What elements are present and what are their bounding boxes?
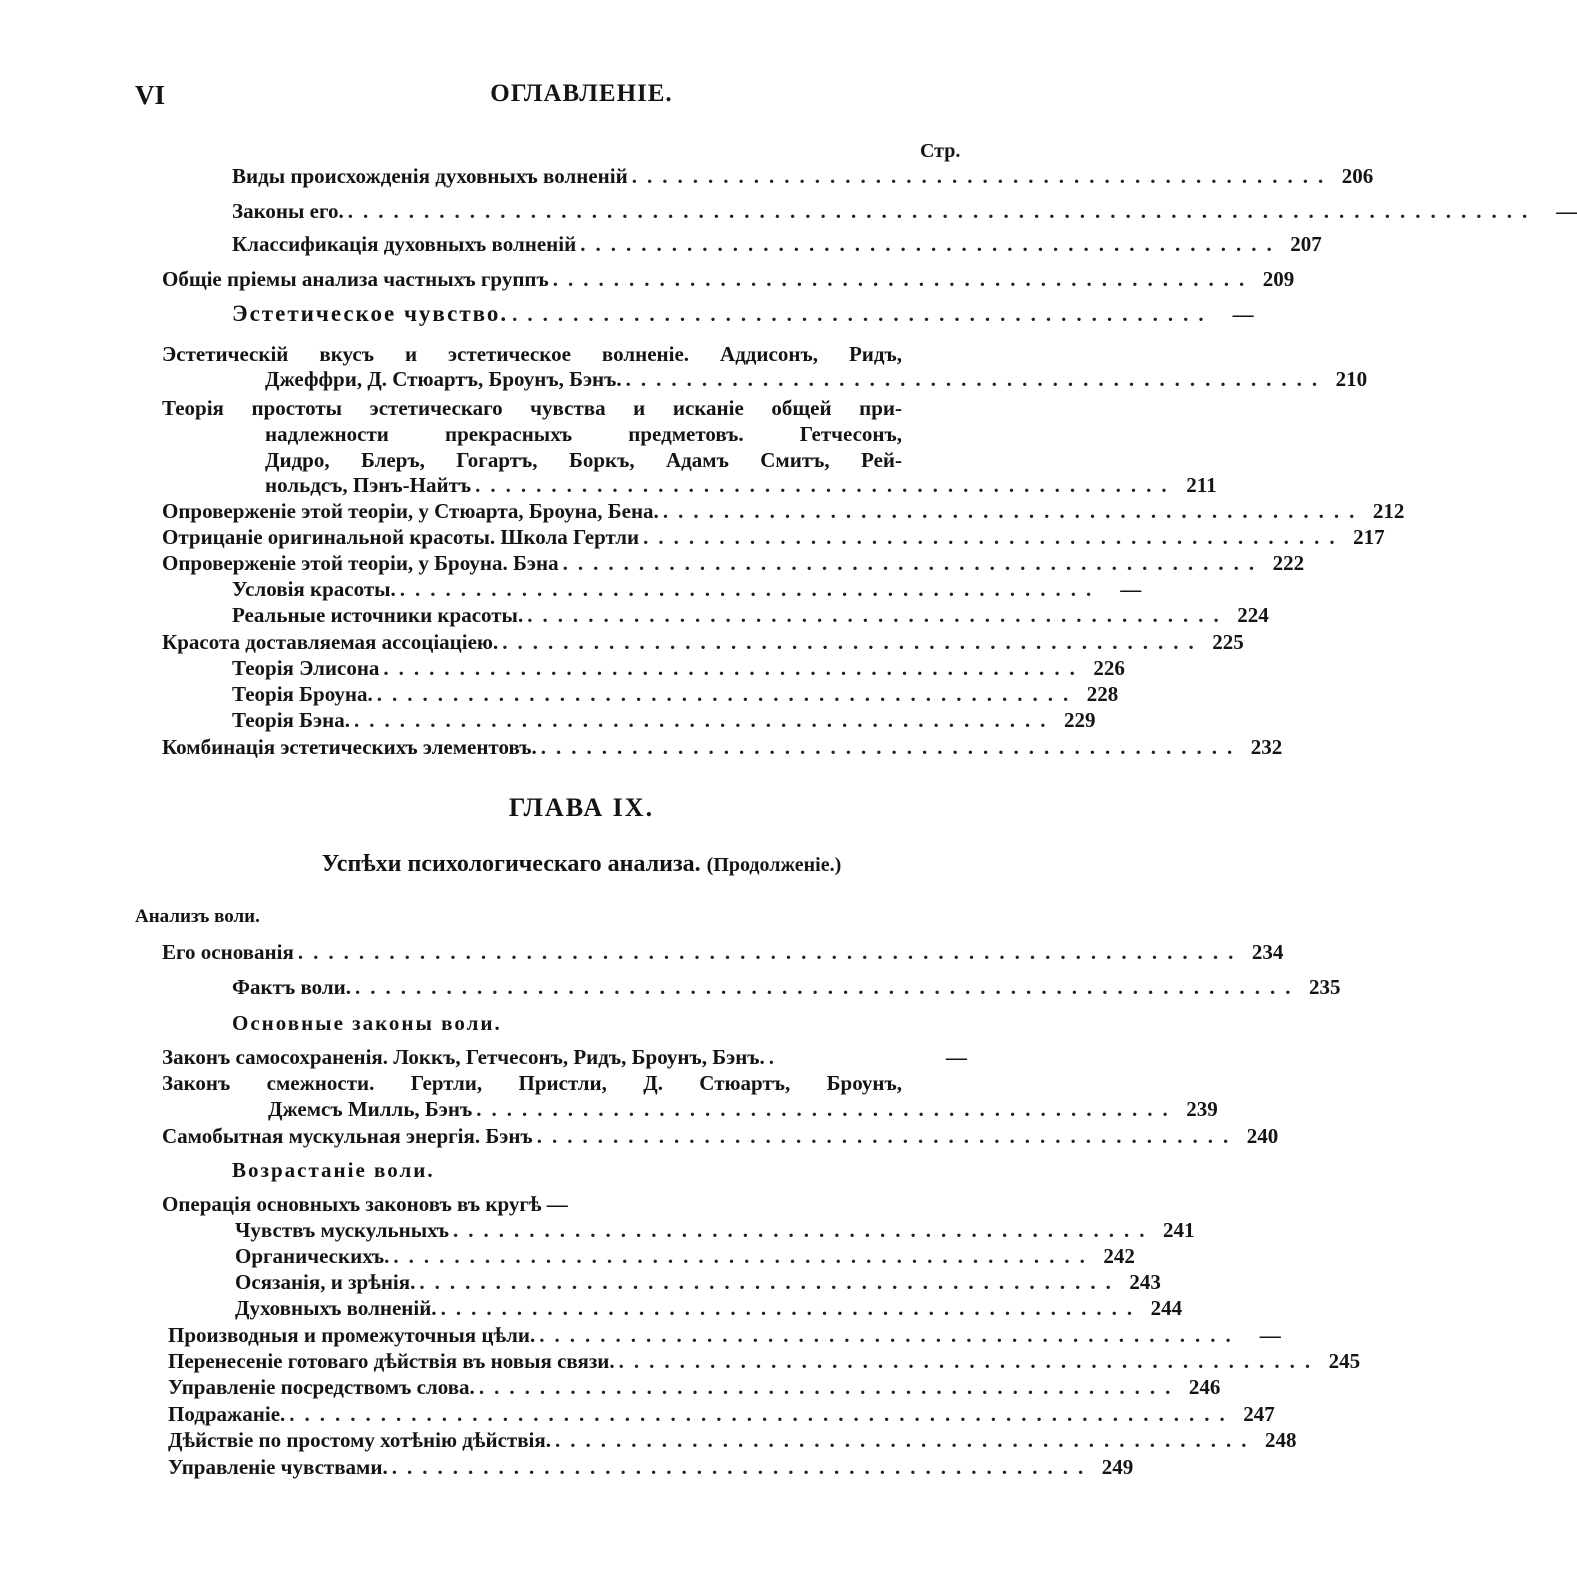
page-number: VI bbox=[135, 80, 166, 110]
toc-entry-page: 225 bbox=[1212, 630, 1244, 654]
toc-entry-page: 242 bbox=[1103, 1244, 1135, 1268]
toc-entry-page: 210 bbox=[1335, 367, 1368, 391]
toc-entry-page: 245 bbox=[1328, 1349, 1361, 1373]
leader-dots: .............................................. bbox=[383, 656, 1085, 680]
leader-dots: .............................................. bbox=[419, 1270, 1121, 1294]
toc-entry-page: 232 bbox=[1250, 735, 1283, 759]
toc-entry-page: 243 bbox=[1129, 1270, 1161, 1294]
toc-entry-text: Условія красоты. bbox=[232, 577, 396, 601]
section-heading: Анализъ воли. bbox=[135, 906, 260, 927]
toc-entry-text: Виды происхожденія духовныхъ волненій bbox=[232, 164, 628, 188]
toc-entry bbox=[268, 1096, 1218, 1122]
toc-entry-text: Комбинація эстетическихъ элементовъ. bbox=[162, 735, 537, 759]
chapter-heading: ГЛАВА IX. bbox=[508, 793, 655, 822]
toc-entry-text: Теорія Бэна. bbox=[232, 708, 350, 732]
toc-entry-text: Красота доставляемая ассоціаціею. bbox=[162, 630, 499, 654]
toc-entry-page: 241 bbox=[1163, 1218, 1195, 1242]
toc-entry-page: — bbox=[1120, 577, 1142, 601]
toc-entry-page: 240 bbox=[1246, 1124, 1279, 1148]
leader-dots: .............................................. bbox=[625, 367, 1328, 391]
toc-entry bbox=[168, 1454, 1134, 1480]
leader-dots: .............................................. bbox=[440, 1296, 1143, 1320]
leader-dots: .............................................. bbox=[552, 267, 1255, 291]
leader-dots: .............................................. bbox=[393, 1244, 1095, 1268]
leader-dots: .............................................. bbox=[478, 1375, 1181, 1399]
toc-entry bbox=[168, 1374, 1221, 1400]
leader-dots: .............................................. bbox=[539, 1323, 1241, 1347]
toc-entry bbox=[235, 1217, 1195, 1243]
toc-entry-text: Управленіе чувствами. bbox=[168, 1455, 388, 1479]
toc-entry bbox=[265, 472, 1217, 498]
toc-entry bbox=[232, 707, 1096, 733]
toc-entry bbox=[162, 266, 1295, 292]
leader-dots: .............................................................................. bbox=[347, 199, 1538, 223]
page-column-label: Стр. bbox=[920, 140, 961, 162]
toc-entry-page: 224 bbox=[1237, 603, 1269, 627]
leader-dots: .............................................................. bbox=[297, 940, 1244, 964]
toc-entry-page: 239 bbox=[1186, 1097, 1218, 1121]
toc-entry-text: Отрицаніе оригинальной красоты. Школа Гертли bbox=[162, 525, 640, 549]
toc-entry bbox=[162, 1123, 1279, 1149]
toc-subheading: Возрастаніе воли. bbox=[232, 1158, 435, 1182]
toc-entry-page: 222 bbox=[1272, 551, 1305, 575]
toc-entry bbox=[162, 939, 1284, 965]
toc-entry bbox=[168, 1401, 1275, 1427]
toc-entry bbox=[162, 524, 1385, 550]
leader-dots: .............................................. bbox=[580, 232, 1282, 256]
leader-dots: .............................................. bbox=[536, 1124, 1239, 1148]
toc-entry-page: 212 bbox=[1372, 499, 1405, 523]
toc-entry-page: — bbox=[1556, 199, 1577, 223]
running-head: ОГЛАВЛЕНІЕ. bbox=[490, 80, 673, 107]
toc-entry-line: Эстетическій вкусъ и эстетическое волненіе. Аддисонъ, Ридъ, bbox=[162, 342, 902, 366]
toc-entry-text: Эстетическое чувство. bbox=[232, 301, 509, 326]
leader-dots: .............................................................. bbox=[289, 1402, 1235, 1426]
toc-entry-text: Производныя и промежуточныя цѣли. bbox=[168, 1323, 536, 1347]
toc-entry-line: Теорія простоты эстетическаго чувства и исканіе общей при- bbox=[162, 396, 902, 420]
toc-entry-text: Перенесеніе готоваго дѣйствія въ новыя связи. bbox=[168, 1349, 615, 1373]
toc-entry-text: Осязанія, и зрѣнія. bbox=[235, 1270, 416, 1294]
toc-entry bbox=[232, 301, 1254, 327]
toc-entry bbox=[168, 1322, 1281, 1348]
toc-entry-text: Джеффри, Д. Стюартъ, Броунъ, Бэнъ. bbox=[265, 367, 622, 391]
toc-entry-text: Законъ самосохраненія. Локкъ, Гетчесонъ, Ридъ, Броунъ, Бэнъ. bbox=[162, 1045, 765, 1069]
toc-entry-page: 226 bbox=[1093, 656, 1125, 680]
toc-entry-page: 228 bbox=[1086, 682, 1119, 706]
leader-dots: .............................................. bbox=[540, 735, 1243, 759]
toc-entry-text: Его основанія bbox=[162, 940, 294, 964]
toc-entry-text: Общіе пріемы анализа частныхъ группъ bbox=[162, 267, 549, 291]
toc-entry-line: Операція основныхъ законовъ въ кругѣ — bbox=[162, 1192, 568, 1216]
toc-entry-page: 206 bbox=[1341, 164, 1374, 188]
leader-dots: .............................................. bbox=[562, 551, 1265, 575]
toc-entry-text: нольдсъ, Пэнъ-Найтъ bbox=[265, 473, 472, 497]
toc-entry-page: — bbox=[1259, 1323, 1281, 1347]
toc-entry-page: 244 bbox=[1150, 1296, 1183, 1320]
toc-entry bbox=[232, 576, 1142, 602]
toc-entry-text: Джемсъ Милль, Бэнъ bbox=[268, 1097, 473, 1121]
leader-dots: .............................................. bbox=[631, 164, 1334, 188]
toc-entry bbox=[162, 1044, 967, 1070]
toc-entry-page: 247 bbox=[1243, 1402, 1275, 1426]
toc-entry-page: 211 bbox=[1186, 473, 1217, 497]
leader-dots: .............................................. bbox=[353, 708, 1056, 732]
chapter-continuation: (Продолженіе.) bbox=[706, 854, 842, 876]
leader-dots: .............................................. bbox=[555, 1428, 1257, 1452]
toc-entry bbox=[235, 1269, 1161, 1295]
toc-entry-page: 217 bbox=[1353, 525, 1385, 549]
toc-entry bbox=[232, 163, 1374, 189]
toc-entry-text: Опроверженіе этой теоріи, у Стюарта, Броуна, Бена. bbox=[162, 499, 659, 523]
toc-entry bbox=[232, 655, 1125, 681]
toc-entry-line: надлежности прекрасныхъ предметовъ. Гетчесонъ, bbox=[265, 422, 902, 446]
toc-entry-line: Дидро, Блеръ, Гогартъ, Боркъ, Адамъ Смитъ, Рей- bbox=[265, 448, 902, 472]
chapter-subtitle bbox=[0, 851, 1163, 878]
toc-entry-text: Теорія Броуна. bbox=[232, 682, 373, 706]
leader-dots: .............................................. bbox=[475, 473, 1177, 497]
toc-entry-text: Реальные источники красоты. bbox=[232, 603, 524, 627]
leader-dots: .............................................. bbox=[391, 1455, 1094, 1479]
toc-entry-text: Дѣйствіе по простому хотѣнію дѣйствія. bbox=[168, 1428, 551, 1452]
toc-entry-text: Органическихъ. bbox=[235, 1244, 390, 1268]
leader-dots: .............................................. bbox=[453, 1218, 1155, 1242]
toc-entry bbox=[162, 629, 1244, 655]
toc-entry-page: 234 bbox=[1251, 940, 1284, 964]
chapter-subtitle-text: Успѣхи психологическаго анализа. bbox=[321, 851, 701, 877]
toc-entry-text: Законы его. bbox=[232, 199, 344, 223]
toc-entry-text: Теорія Элисона bbox=[232, 656, 380, 680]
leader-dots: .............................................. bbox=[662, 499, 1365, 523]
toc-entry-page: 235 bbox=[1309, 975, 1341, 999]
leader-dots: .............................................. bbox=[399, 577, 1102, 601]
toc-entry-text: Чувствъ мускульныхъ bbox=[235, 1218, 450, 1242]
leader-dots: .............................................. bbox=[502, 630, 1204, 654]
toc-entry bbox=[232, 198, 1577, 224]
leader-dots: .............................................. bbox=[512, 302, 1214, 326]
toc-entry bbox=[168, 1427, 1297, 1453]
toc-entry-page: 246 bbox=[1188, 1375, 1221, 1399]
toc-entry bbox=[162, 550, 1305, 576]
leader-dots: .............................................. bbox=[527, 603, 1229, 627]
leader-dots: .............................................. bbox=[618, 1349, 1321, 1373]
toc-entry-text: Подражаніе. bbox=[168, 1402, 286, 1426]
toc-entry bbox=[265, 366, 1368, 392]
toc-entry-page: 248 bbox=[1265, 1428, 1297, 1452]
toc-entry-text: Фактъ воли. bbox=[232, 975, 351, 999]
toc-entry bbox=[235, 1243, 1135, 1269]
toc-entry-text: Самобытная мускульная энергія. Бэнъ bbox=[162, 1124, 533, 1148]
toc-entry-page: 209 bbox=[1262, 267, 1295, 291]
toc-entry bbox=[232, 231, 1322, 257]
toc-entry bbox=[232, 602, 1269, 628]
toc-entry bbox=[162, 498, 1405, 524]
toc-entry bbox=[232, 974, 1341, 1000]
toc-entry-page: 207 bbox=[1290, 232, 1322, 256]
toc-entry-text: Классификація духовныхъ волненій bbox=[232, 232, 577, 256]
leader-dots: . bbox=[768, 1045, 785, 1069]
toc-entry bbox=[168, 1348, 1361, 1374]
toc-entry-page: 229 bbox=[1063, 708, 1096, 732]
toc-entry-text: Управленіе посредствомъ слова. bbox=[168, 1375, 475, 1399]
toc-entry-line: Законъ смежности. Гертли, Пристли, Д. Стюартъ, Броунъ, bbox=[162, 1071, 902, 1095]
toc-entry-text: Опроверженіе этой теоріи, у Броуна. Бэна bbox=[162, 551, 559, 575]
leader-dots: .............................................. bbox=[476, 1097, 1178, 1121]
toc-subheading: Основные законы воли. bbox=[232, 1011, 502, 1035]
leader-dots: .............................................. bbox=[643, 525, 1345, 549]
toc-entry-page: — bbox=[946, 1045, 967, 1069]
toc-entry-page: 249 bbox=[1101, 1455, 1134, 1479]
toc-entry bbox=[162, 734, 1283, 760]
toc-entry-text: Духовныхъ волненій. bbox=[235, 1296, 437, 1320]
toc-entry-page: — bbox=[1232, 302, 1254, 326]
toc-entry bbox=[232, 681, 1119, 707]
leader-dots: .............................................. bbox=[376, 682, 1079, 706]
leader-dots: .............................................................. bbox=[355, 975, 1301, 999]
toc-entry bbox=[235, 1295, 1183, 1321]
